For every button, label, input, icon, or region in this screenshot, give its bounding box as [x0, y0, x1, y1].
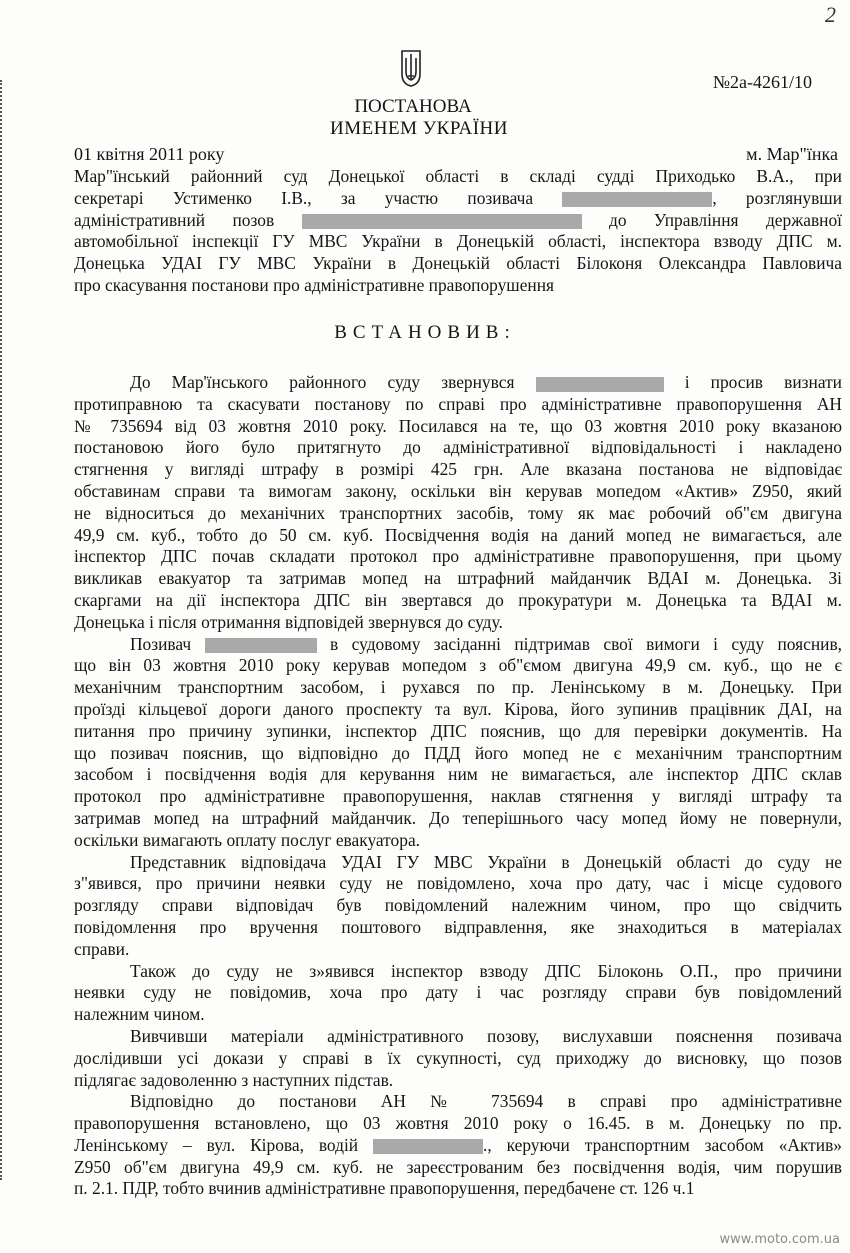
main-text	[74, 372, 842, 1200]
paragraph-line: 49,9 см. куб., тобто до 50 см. куб. Посвідчення водія на даний мопед не вимагається, але	[74, 524, 842, 545]
document-title: ПОСТАНОВА	[354, 96, 472, 117]
paragraph-line: викликав евакуатор та затримав мопед на штрафний майданчик ВДАІ м. Донецька. Зі	[74, 568, 842, 589]
paragraph-line: Також до суду не з»явився інспектор взводу ДПС Білоконь О.П., про причини	[130, 960, 842, 981]
page-number-mark: 2	[825, 2, 836, 27]
section-heading: ВСТАНОВИВ:	[334, 322, 516, 343]
redacted-name	[373, 1139, 483, 1154]
paragraph-line: стягнення у вигляді штрафу в розмірі 425 грн. Але вказана постанова не відповідає	[74, 459, 842, 480]
paragraph-line: Представник відповідача УДАІ ГУ МВС України в Донецькій області до суду не	[130, 851, 842, 872]
paragraph-line: інспектор ДПС почав складати протокол про адміністративне правопорушення, при цьому	[74, 546, 842, 567]
intro-line	[74, 210, 842, 232]
watermark: www.moto.com.ua	[719, 1232, 840, 1247]
paragraph-line: До Мар'їнського районного суду звернувся і просив визнати	[130, 372, 842, 392]
paragraph-line: що позивач пояснив, що відповідно до ПДД його мопед не є механічним транспортним	[74, 742, 842, 763]
paragraph-line: проїзді кільцевої дороги даного проспекту та вул. Кірова, його зупинив працівник ДАІ, на	[74, 698, 842, 719]
intro-text: Мар"їнський районний суд Донецької області в складі судді Приходько В.А., при	[74, 166, 842, 186]
paragraph-line: Z950 об"єм двигуна 49,9 см. куб. не зареєстрованим без посвідчення водія, чим порушив	[74, 1156, 842, 1177]
redacted-name	[536, 377, 664, 392]
intro-text: , розглянувши	[712, 187, 843, 208]
paragraph-line: належним чином.	[74, 1004, 205, 1025]
paragraph-line: протиправною та скасувати постанову по справі про адміністративне правопорушення АН	[74, 393, 842, 414]
document-date: 01 квітня 2011 року	[74, 144, 225, 164]
paragraph-line: Позивач в судовому засіданні підтримав свої вимоги і суду пояснив,	[130, 633, 843, 654]
paragraph-line: протокол про адміністративне правопорушення, наклав стягнення у вигляді штрафу та	[74, 786, 842, 807]
intro-line	[74, 231, 842, 253]
paragraph-line: Вивчивши матеріали адміністративного позову, вислухавши пояснення позивача	[130, 1025, 842, 1046]
intro-line	[74, 275, 842, 297]
paragraph-line: що він 03 жовтня 2010 року керував мопедом з об"ємом двигуна 49,9 см. куб., що не є	[74, 655, 842, 676]
intro-text: секретарі Устименко І.В., за участю позивача	[74, 187, 563, 208]
paragraph-line: Ленінському – вул. Кірова, водій ., керуючи транспортним засобом «Актив»	[74, 1134, 842, 1155]
intro-text: про скасування постанови про адміністративне правопорушення	[74, 274, 555, 295]
scan-edge	[0, 80, 5, 1180]
paragraph-line: Відповідно до постанови АН № 735694 в справі про адміністративне	[130, 1091, 842, 1112]
paragraph-line: механічним транспортним засобом, і рухався по пр. Ленінському в м. Донецьку. При	[74, 677, 842, 698]
case-number: №2а-4261/10	[712, 72, 812, 92]
paragraph-line: питання про причину зупинки, інспектор ДПС пояснив, що для перевірки документів. На	[74, 720, 842, 741]
intro-line	[74, 166, 842, 188]
paragraph-line: засобом і посвідчення водія для керування ним не вимагається, але інспектор ДПС склав	[74, 764, 842, 785]
paragraph-line: обставинам справи та вимогам закону, оскільки він керував мопедом «Актив» Z950, який	[74, 480, 842, 501]
paragraph-line: підлягає задоволенню з наступних підстав.	[74, 1069, 394, 1090]
trident-emblem-icon	[398, 48, 424, 88]
intro-line	[74, 188, 842, 210]
paragraph-line: затримав мопед на штрафний майданчик. До теперішнього часу мопед йому не повернули,	[74, 807, 842, 828]
paragraph-line: оскільки вимагають оплату послуг евакуатора.	[74, 829, 421, 850]
redacted-name	[302, 214, 582, 229]
redacted-name	[205, 638, 317, 653]
redacted-name	[562, 192, 712, 207]
intro-text: адміністративний позов	[74, 209, 302, 230]
intro-line	[74, 253, 842, 275]
paragraph-line: неявки суду не повідомив, хоча про дату і час розгляду справи був повідомлений	[74, 982, 842, 1003]
paragraph-line: правопорушення встановлено, що 03 жовтня 2010 року о 16.45. в м. Донецьку по пр.	[74, 1113, 842, 1134]
paragraph-line: дослідивши усі докази у справі в їх сукупності, суд приходжу до висновку, що позов	[74, 1047, 842, 1068]
document-city: м. Мар"їнка	[746, 144, 838, 164]
intro-text: автомобільної інспекції ГУ МВС України в Донецькій області, інспектора взводу ДПС м.	[74, 231, 842, 252]
intro-paragraph	[74, 166, 842, 297]
paragraph-line: повідомлення про вручення поштового відправлення, яке знаходиться в матеріалах	[74, 916, 842, 937]
paragraph-line: постановою його було притягнуто до адміністративної відповідальності і накладено	[74, 437, 842, 458]
paragraph-line: не відноситься до механічних транспортних засобів, тому як має робочий об"єм двигуна	[74, 502, 842, 523]
document-subtitle: ИМЕНЕМ УКРАЇНИ	[330, 118, 508, 139]
paragraph-line: № 735694 від 03 жовтня 2010 року. Посилався на те, що 03 жовтня 2010 року вказаною	[74, 415, 842, 436]
paragraph-line: справи.	[74, 938, 130, 959]
paragraph-line: Донецька і після отримання відповідей звернувся до суду.	[74, 611, 503, 632]
paragraph-line: п. 2.1. ПДР, тобто вчинив адміністративне правопорушення, передбачене ст. 126 ч.1	[74, 1178, 695, 1199]
paragraph-line: розгляду справи відповідач був повідомлений належним чином, про що свідчить	[74, 895, 842, 916]
intro-text: Донецька УДАІ ГУ МВС України в Донецькій області Білоконя Олександра Павловича	[74, 253, 842, 274]
paragraph-line: скаргами на дії інспектора ДПС він звертався до прокуратури м. Донецька та ВДАІ м.	[74, 589, 842, 610]
paragraph-line: з"явився, про причини неявки суду не повідомлено, хоча про дату, час і місце судового	[74, 873, 842, 894]
intro-text: до Управління державної	[581, 209, 842, 230]
